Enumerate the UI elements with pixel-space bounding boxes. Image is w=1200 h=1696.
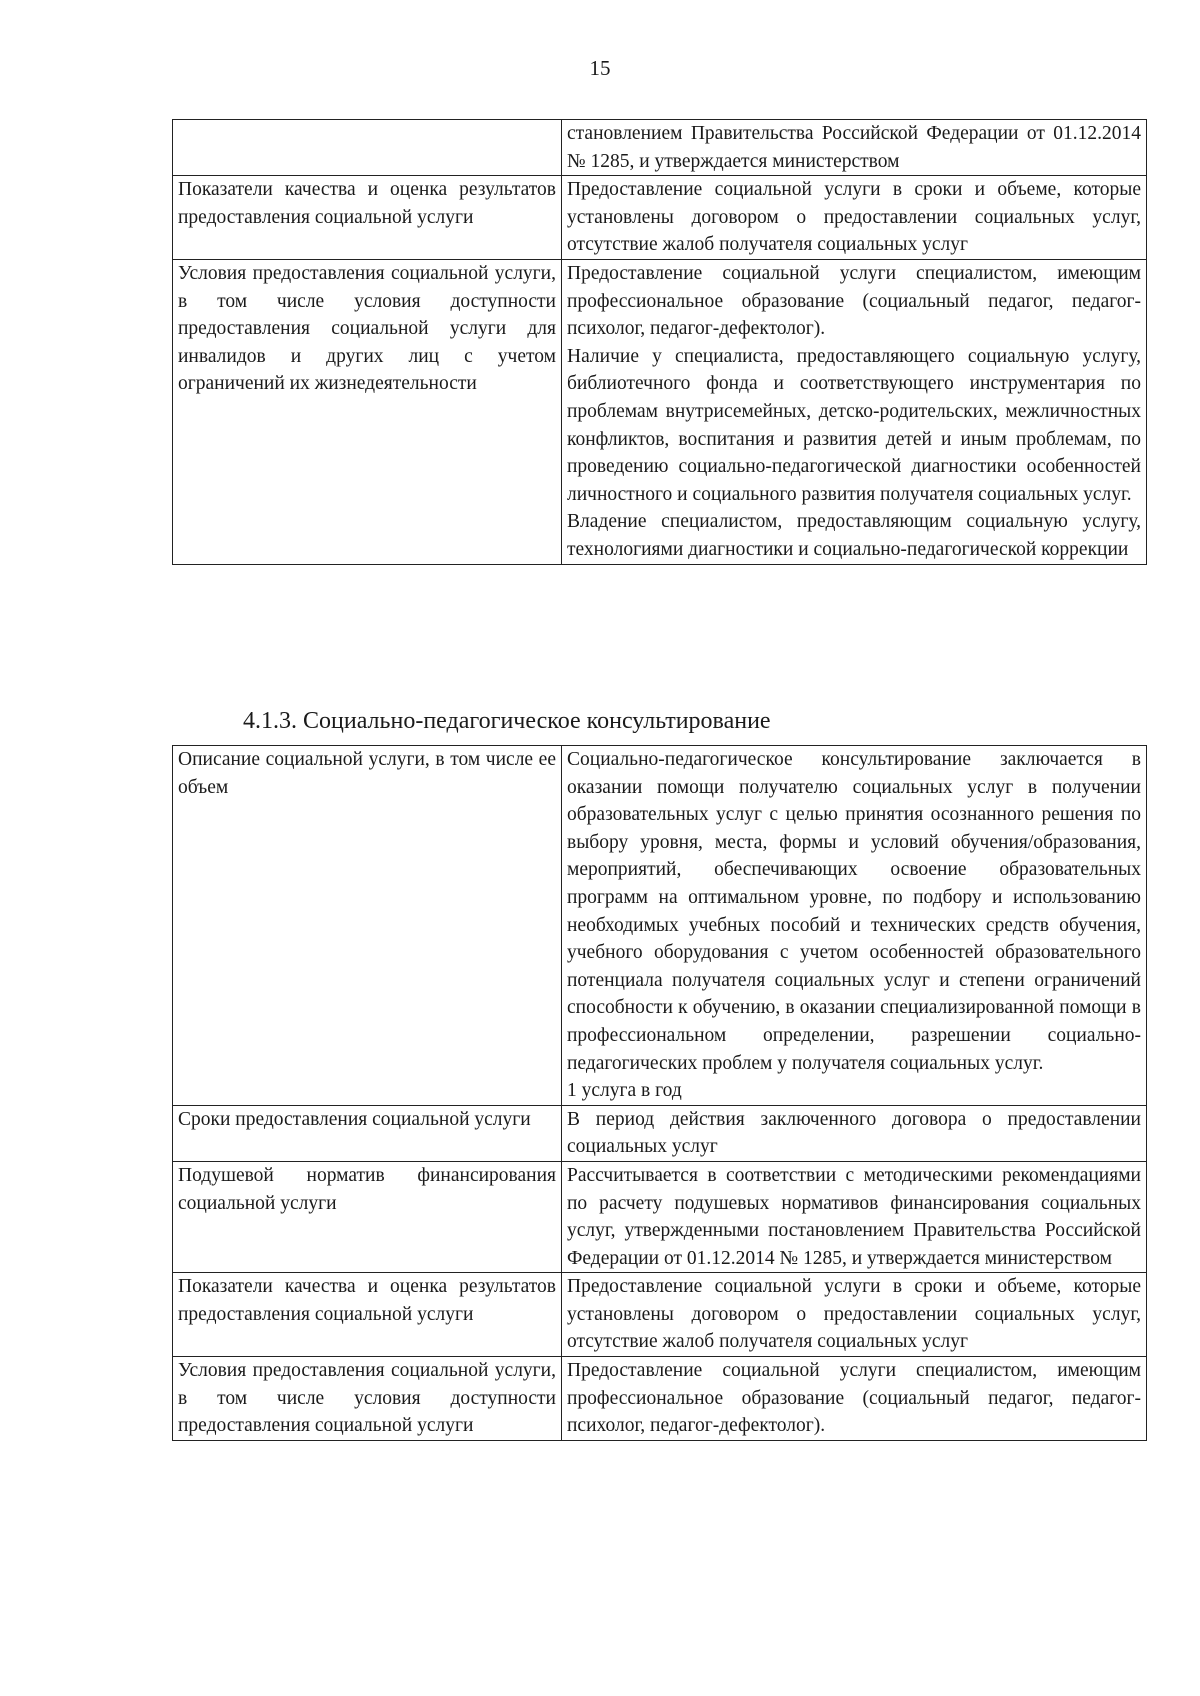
value-paragraph: Социально-педагогическое консультирование заключается в оказании помощи получателю социальных услуг в получении образовательных услуг с целью принятия осознанного решения по выбору уровня, места, формы и условий обучения/образования, мероприятий, обеспечивающих освоение образовательных программ на оптимальном уровне, по подбору и использованию необходимых учебных пособий и технических средств обучения, учебного оборудования с учетом особенностей образовательного потенциала получателя социальных услуг и степени ограничений способности к обучению, в оказании специализированной помощи в профессиональном определении, разрешении социально-педагогических проблем у получателя социальных услуг.: [567, 749, 1141, 1074]
row-value-cell: [562, 1105, 1147, 1161]
row-label-cell: Условия предоставления социальной услуги, в том числе условия доступности предоставления социальной услуги: [173, 1357, 562, 1441]
page-number: 15: [589, 56, 611, 80]
row-label-cell: Условия предоставления социальной услуги, в том числе условия доступности предоставления социальной услуги для инвалидов и других лиц с учетом ограничений их жизнедеятельности: [173, 259, 562, 564]
value-paragraph: становлением Правительства Российской Федерации от 01.12.2014 № 1285, и утверждается министерством: [567, 123, 1141, 172]
table-row: [173, 259, 1147, 564]
table-row: [173, 746, 1147, 1106]
value-paragraph: Предоставление социальной услуги в сроки и объеме, которые установлены договором о предоставлении социальных услуг, отсутствие жалоб получателя социальных услуг: [567, 179, 1141, 256]
value-paragraph: 1 услуга в год: [567, 1080, 682, 1102]
table-row: [173, 1105, 1147, 1161]
row-value-cell: [562, 120, 1147, 176]
row-value-cell: [562, 746, 1147, 1106]
row-label-cell: Подушевой норматив финансирования социальной услуги: [173, 1161, 562, 1272]
value-paragraph: Рассчитывается в соответствии с методическими рекомендациями по расчету подушевых нормативов финансирования социальных услуг, утвержденными постановлением Правительства Российской Федерации от 01.12.2014 № 1285, и утверждается министерством: [567, 1164, 1141, 1269]
row-label-cell: [173, 120, 562, 176]
row-value-cell: [562, 259, 1147, 564]
table-row: [173, 176, 1147, 260]
row-value-cell: [562, 176, 1147, 260]
table-body: [173, 120, 1147, 565]
table-row: [173, 1357, 1147, 1441]
section-heading: 4.1.3. Социально-педагогическое консультирование: [243, 708, 771, 734]
row-value-cell: [562, 1357, 1147, 1441]
row-value-cell: [562, 1273, 1147, 1357]
value-paragraph: Предоставление социальной услуги специалистом, имеющим профессиональное образование (социальный педагог, педагог-психолог, педагог-дефектолог).: [567, 1360, 1141, 1437]
table-row: [173, 120, 1147, 176]
value-paragraph: Предоставление социальной услуги в сроки и объеме, которые установлены договором о предоставлении социальных услуг, отсутствие жалоб получателя социальных услуг: [567, 1276, 1141, 1353]
table-row: [173, 1273, 1147, 1357]
value-paragraph: Предоставление социальной услуги специалистом, имеющим профессиональное образование (социальный педагог, педагог-психолог, педагог-дефектолог).: [567, 262, 1141, 340]
consulting-service-table: [172, 745, 1147, 1441]
row-label-cell: Сроки предоставления социальной услуги: [173, 1105, 562, 1161]
row-label-cell: Описание социальной услуги, в том числе ее объем: [173, 746, 562, 1106]
services-table-continued: [172, 119, 1147, 565]
value-paragraph: Наличие у специалиста, предоставляющего социальную услугу, библиотечного фонда и соответствующего инструментария по проблемам внутрисемейных, детско-родительских, межличностных конфликтов, воспитания и развития детей и иным проблемам, по проведению социально-педагогической диагностики особенностей личностного и социального развития получателя социальных услуг.: [567, 345, 1141, 505]
value-paragraph: Владение специалистом, предоставляющим социальную услугу, технологиями диагностики и социально-педагогической коррекции: [567, 511, 1141, 560]
row-label-cell: Показатели качества и оценка результатов предоставления социальной услуги: [173, 1273, 562, 1357]
value-paragraph: В период действия заключенного договора о предоставлении социальных услуг: [567, 1108, 1141, 1158]
table-body: [173, 746, 1147, 1441]
table-row: [173, 1161, 1147, 1272]
row-value-cell: [562, 1161, 1147, 1272]
row-label-cell: Показатели качества и оценка результатов предоставления социальной услуги: [173, 176, 562, 260]
